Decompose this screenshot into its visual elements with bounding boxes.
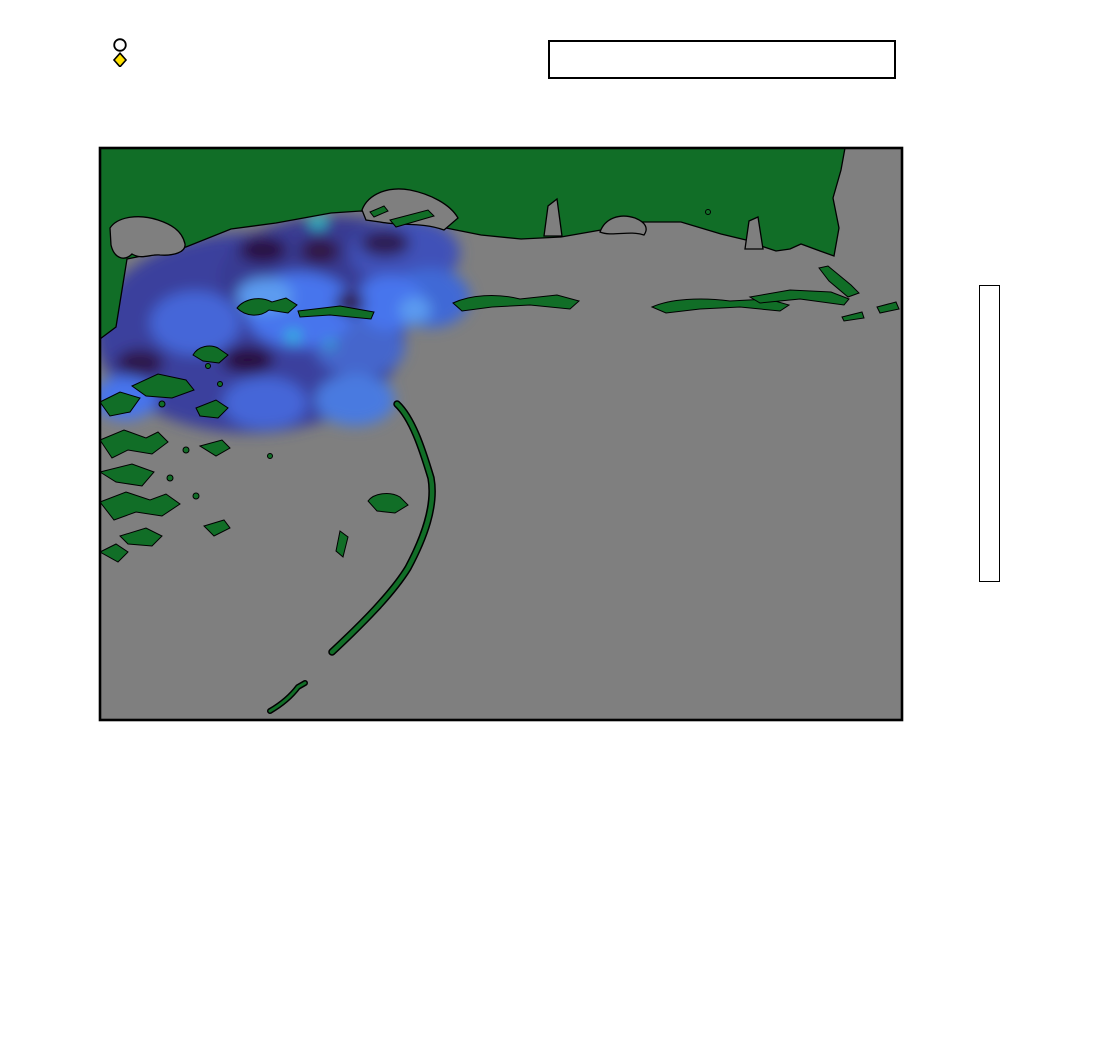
ndbc-diamond-icon — [112, 52, 128, 67]
marker-legend — [112, 37, 130, 67]
colorbar-gradient — [979, 285, 1000, 582]
vector-scale-box — [548, 40, 896, 79]
legend-row-usm — [112, 37, 130, 52]
colorbar — [975, 280, 1085, 592]
legend-row-ndbc — [112, 52, 130, 67]
vector-scale-arrows — [550, 42, 894, 77]
map-area — [80, 120, 1000, 760]
usm-circle-icon — [112, 37, 128, 52]
map-canvas — [80, 120, 1000, 760]
colorbar-title — [1042, 393, 1056, 473]
